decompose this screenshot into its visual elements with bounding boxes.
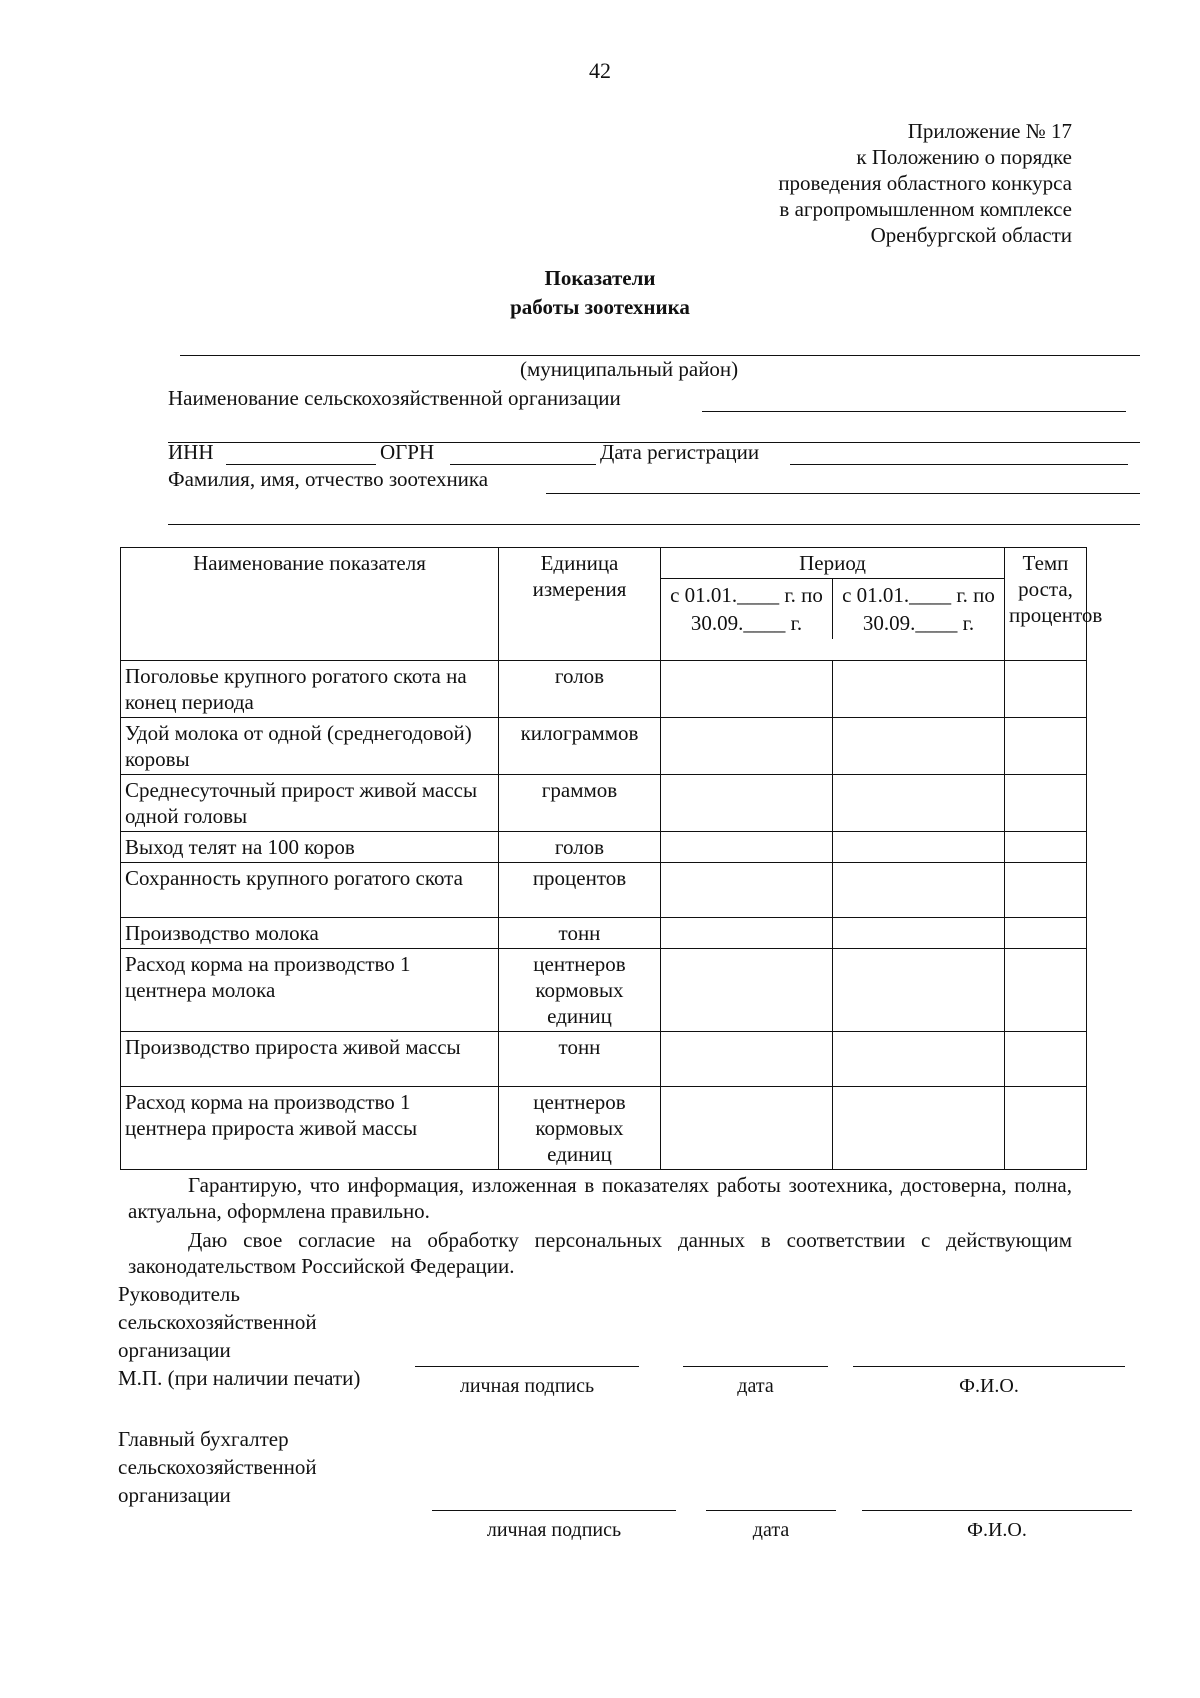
period-1-value-cell[interactable] <box>661 661 833 718</box>
guarantee-text: Гарантирую, что информация, изложенная в показателях работы зоотехника, достоверна, полна, актуальна, оформлена правильно. <box>128 1173 1072 1223</box>
growth-rate-cell[interactable] <box>1005 1087 1087 1170</box>
title-line: работы зоотехника <box>510 295 690 319</box>
indicator-unit: тонн <box>499 1032 661 1087</box>
appendix-line: Оренбургской области <box>870 223 1072 247</box>
table-row <box>121 863 1087 918</box>
reg-date-field[interactable] <box>790 464 1128 465</box>
period-2-value-cell[interactable] <box>833 918 1005 949</box>
indicator-name: Среднесуточный прирост живой массы одной головы <box>121 775 499 832</box>
growth-rate-cell[interactable] <box>1005 775 1087 832</box>
growth-rate-cell[interactable] <box>1005 1032 1087 1087</box>
accountant-signature-line[interactable] <box>432 1510 676 1511</box>
table-row <box>121 661 1087 718</box>
indicator-name: Расход корма на производство 1 центнера прироста живой массы <box>121 1087 499 1170</box>
head-title-line: сельскохозяйственной <box>118 1310 317 1334</box>
header-unit: Единица измерения <box>499 548 661 661</box>
growth-rate-cell[interactable] <box>1005 918 1087 949</box>
head-title-line: организации <box>118 1338 231 1362</box>
head-date-label: дата <box>737 1375 774 1397</box>
indicator-name: Расход корма на производство 1 центнера молока <box>121 949 499 1032</box>
indicator-unit: тонн <box>499 918 661 949</box>
appendix-line: в агропромышленном комплексе <box>779 197 1072 221</box>
period-1-value-cell[interactable] <box>661 949 833 1032</box>
head-title-line: Руководитель <box>118 1282 240 1306</box>
growth-rate-cell[interactable] <box>1005 863 1087 918</box>
period-2-value-cell[interactable] <box>833 661 1005 718</box>
indicator-unit: голов <box>499 661 661 718</box>
inn-label: ИНН <box>168 440 214 464</box>
growth-rate-cell[interactable] <box>1005 832 1087 863</box>
indicator-name: Производство прироста живой массы <box>121 1032 499 1087</box>
accountant-signature-block <box>118 1425 317 1509</box>
fio-field[interactable] <box>546 493 1140 494</box>
district-caption: (муниципальный район) <box>520 357 739 381</box>
district-field-line[interactable] <box>180 355 1140 356</box>
indicator-unit: процентов <box>499 863 661 918</box>
period-1-value-cell[interactable] <box>661 832 833 863</box>
period-1-value-cell[interactable] <box>661 918 833 949</box>
table-row <box>121 775 1087 832</box>
header-growth-rate: Темп роста, процентов <box>1005 548 1087 661</box>
period-2-value-cell[interactable] <box>833 832 1005 863</box>
reg-date-label: Дата регистрации <box>600 440 760 464</box>
period-1-value-cell[interactable] <box>661 775 833 832</box>
period-title: Период <box>661 548 1004 579</box>
growth-rate-cell[interactable] <box>1005 661 1087 718</box>
indicator-unit: центнеров кормовых единиц <box>499 1087 661 1170</box>
accountant-title-line: организации <box>118 1483 231 1507</box>
period-column-2: с 01.01.____ г. по 30.09.____ г. <box>842 583 995 635</box>
indicator-name: Выход телят на 100 коров <box>121 832 499 863</box>
org-name-label: Наименование сельскохозяйственной организации <box>168 386 621 410</box>
period-1-value-cell[interactable] <box>661 1032 833 1087</box>
period-2-value-cell[interactable] <box>833 863 1005 918</box>
period-1-value-cell[interactable] <box>661 863 833 918</box>
guarantee-statement <box>128 1172 1072 1224</box>
appendix-reference <box>778 118 1072 248</box>
accountant-date-line[interactable] <box>706 1510 836 1511</box>
period-2-value-cell[interactable] <box>833 1087 1005 1170</box>
document-title <box>0 264 1200 322</box>
table-row <box>121 918 1087 949</box>
indicator-unit: голов <box>499 832 661 863</box>
period-1-value-cell[interactable] <box>661 718 833 775</box>
indicator-name: Сохранность крупного рогатого скота <box>121 863 499 918</box>
head-signature-line[interactable] <box>415 1366 639 1367</box>
indicator-name: Удой молока от одной (среднегодовой) коровы <box>121 718 499 775</box>
head-fio-line[interactable] <box>853 1366 1125 1367</box>
appendix-line: к Положению о порядке <box>856 145 1072 169</box>
fio-field-continuation[interactable] <box>168 524 1140 525</box>
indicator-unit: центнеров кормовых единиц <box>499 949 661 1032</box>
consent-statement <box>128 1227 1072 1279</box>
table-row <box>121 949 1087 1032</box>
accountant-fio-label: Ф.И.О. <box>967 1519 1027 1541</box>
stamp-label: М.П. (при наличии печати) <box>118 1366 361 1390</box>
period-column-1: с 01.01.____ г. по 30.09.____ г. <box>661 579 833 639</box>
accountant-fio-line[interactable] <box>862 1510 1132 1511</box>
table-row <box>121 1032 1087 1087</box>
growth-rate-cell[interactable] <box>1005 949 1087 1032</box>
head-signature-block <box>118 1280 360 1392</box>
ogrn-label: ОГРН <box>380 440 435 464</box>
header-period <box>661 548 1005 661</box>
table-row <box>121 718 1087 775</box>
header-indicator-name: Наименование показателя <box>121 548 499 661</box>
accountant-signature-label: личная подпись <box>486 1519 622 1541</box>
indicators-table <box>120 547 1103 1170</box>
head-signature-label: личная подпись <box>459 1375 595 1397</box>
appendix-line: Приложение № 17 <box>907 119 1072 143</box>
fio-label: Фамилия, имя, отчество зоотехника <box>168 467 489 491</box>
table-row <box>121 1087 1087 1170</box>
table-header-row <box>121 548 1087 661</box>
page-number: 42 <box>589 58 611 83</box>
ogrn-field[interactable] <box>450 464 596 465</box>
period-1-value-cell[interactable] <box>661 1087 833 1170</box>
accountant-title-line: сельскохозяйственной <box>118 1455 317 1479</box>
title-line: Показатели <box>544 266 656 290</box>
indicator-unit: граммов <box>499 775 661 832</box>
table-row <box>121 832 1087 863</box>
period-2-value-cell[interactable] <box>833 775 1005 832</box>
head-fio-label: Ф.И.О. <box>959 1375 1019 1397</box>
head-date-line[interactable] <box>683 1366 828 1367</box>
appendix-line: проведения областного конкурса <box>778 171 1072 195</box>
consent-text: Даю свое согласие на обработку персональных данных в соответствии с действующим законодательством Российской Федерации. <box>128 1228 1072 1278</box>
indicator-name: Производство молока <box>121 918 499 949</box>
accountant-date-label: дата <box>752 1519 790 1541</box>
period-2-value-cell[interactable] <box>833 1032 1005 1087</box>
inn-field[interactable] <box>226 464 376 465</box>
growth-rate-cell[interactable] <box>1005 718 1087 775</box>
indicator-unit: килограммов <box>499 718 661 775</box>
period-2-value-cell[interactable] <box>833 718 1005 775</box>
indicator-name: Поголовье крупного рогатого скота на конец периода <box>121 661 499 718</box>
accountant-title-line: Главный бухгалтер <box>118 1427 289 1451</box>
org-name-field[interactable] <box>702 411 1126 412</box>
period-2-value-cell[interactable] <box>833 949 1005 1032</box>
